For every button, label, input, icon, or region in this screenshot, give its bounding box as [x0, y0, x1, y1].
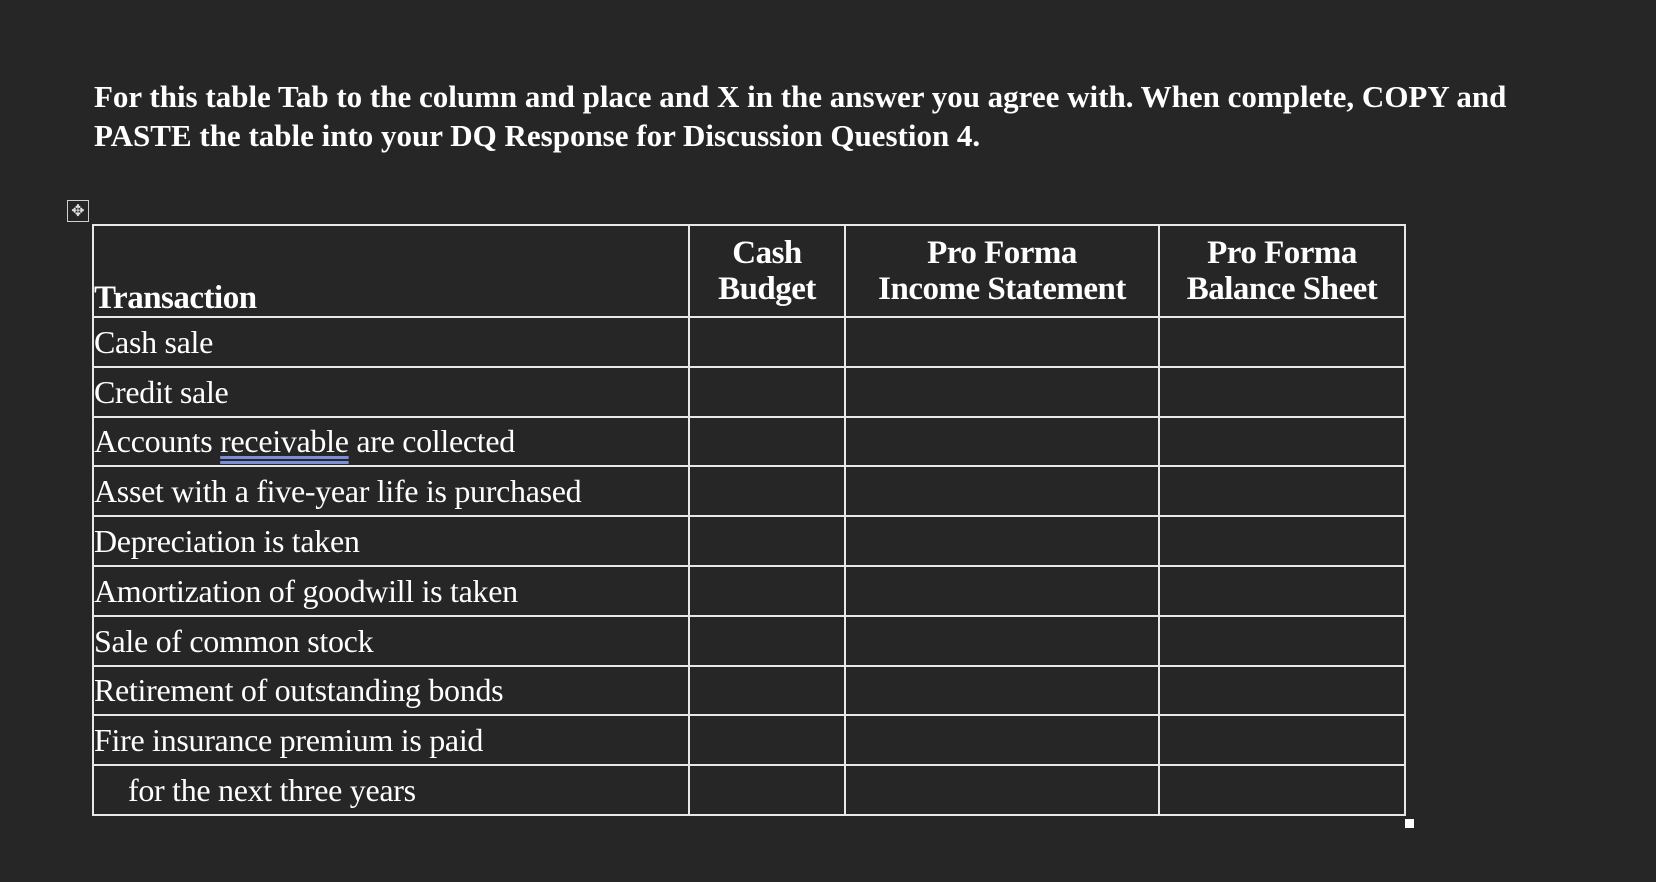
balance-sheet-cell[interactable] — [1159, 417, 1405, 467]
income-statement-cell[interactable] — [845, 616, 1159, 666]
transaction-cell[interactable]: Cash sale — [93, 317, 689, 367]
header-balance-line2: Balance Sheet — [1186, 271, 1378, 307]
transaction-table — [92, 224, 1406, 816]
transaction-cell[interactable]: Depreciation is taken — [93, 516, 689, 566]
header-income-line2: Income Statement — [878, 271, 1126, 307]
header-cash-budget-line2: Budget — [718, 271, 816, 307]
transaction-cell[interactable]: Asset with a five-year life is purchased — [93, 466, 689, 516]
table-row — [93, 367, 1405, 417]
cash-budget-cell[interactable] — [689, 417, 845, 467]
transaction-text-pre: Accounts — [94, 423, 221, 460]
income-statement-cell[interactable] — [845, 765, 1159, 815]
balance-sheet-cell[interactable] — [1159, 566, 1405, 616]
cash-budget-cell[interactable] — [689, 566, 845, 616]
balance-sheet-cell[interactable] — [1159, 516, 1405, 566]
header-balance-line1: Pro Forma — [1207, 235, 1357, 271]
income-statement-cell[interactable] — [845, 516, 1159, 566]
header-cash-budget-line1: Cash — [732, 235, 802, 271]
transaction-cell[interactable]: Credit sale — [93, 367, 689, 417]
cash-budget-cell[interactable] — [689, 367, 845, 417]
cash-budget-cell[interactable] — [689, 466, 845, 516]
cash-budget-cell[interactable] — [689, 715, 845, 765]
transaction-cell[interactable] — [93, 417, 689, 467]
income-statement-cell[interactable] — [845, 317, 1159, 367]
balance-sheet-cell[interactable] — [1159, 466, 1405, 516]
cash-budget-cell[interactable] — [689, 666, 845, 716]
transaction-cell[interactable]: Amortization of goodwill is taken — [93, 566, 689, 616]
table-row — [93, 417, 1405, 467]
table-row — [93, 765, 1405, 815]
income-statement-cell[interactable] — [845, 566, 1159, 616]
header-cash-budget — [689, 225, 845, 317]
transaction-cell[interactable]: Fire insurance premium is paid — [93, 715, 689, 765]
balance-sheet-cell[interactable] — [1159, 666, 1405, 716]
header-income-statement — [845, 225, 1159, 317]
header-transaction-label: Transaction — [94, 280, 257, 316]
table-row — [93, 317, 1405, 367]
table-resize-handle[interactable] — [1405, 819, 1414, 828]
table-header-row — [93, 225, 1405, 317]
header-balance-sheet — [1159, 225, 1405, 317]
table-row — [93, 466, 1405, 516]
balance-sheet-cell[interactable] — [1159, 616, 1405, 666]
table-row — [93, 566, 1405, 616]
balance-sheet-cell[interactable] — [1159, 317, 1405, 367]
balance-sheet-cell[interactable] — [1159, 367, 1405, 417]
transaction-cell[interactable]: for the next three years — [93, 765, 689, 815]
table-row — [93, 616, 1405, 666]
transaction-cell[interactable]: Retirement of outstanding bonds — [93, 666, 689, 716]
income-statement-cell[interactable] — [845, 715, 1159, 765]
table-row — [93, 715, 1405, 765]
cash-budget-cell[interactable] — [689, 317, 845, 367]
income-statement-cell[interactable] — [845, 417, 1159, 467]
spelling-flagged-word[interactable]: receivable — [220, 423, 349, 460]
balance-sheet-cell[interactable] — [1159, 715, 1405, 765]
transaction-cell[interactable]: Sale of common stock — [93, 616, 689, 666]
income-statement-cell[interactable] — [845, 367, 1159, 417]
table-row — [93, 516, 1405, 566]
income-statement-cell[interactable] — [845, 666, 1159, 716]
cash-budget-cell[interactable] — [689, 516, 845, 566]
cash-budget-cell[interactable] — [689, 616, 845, 666]
header-income-line1: Pro Forma — [927, 235, 1077, 271]
cash-budget-cell[interactable] — [689, 765, 845, 815]
table-move-handle-icon[interactable]: ✥ — [67, 200, 89, 222]
table-row — [93, 666, 1405, 716]
transaction-text-post: are collected — [348, 423, 515, 460]
balance-sheet-cell[interactable] — [1159, 765, 1405, 815]
header-transaction — [93, 225, 689, 317]
income-statement-cell[interactable] — [845, 466, 1159, 516]
instructions-text: For this table Tab to the column and place and X in the answer you agree with. When complete, COPY and PASTE the table into your DQ Response for Discussion Question 4. — [94, 79, 1507, 153]
